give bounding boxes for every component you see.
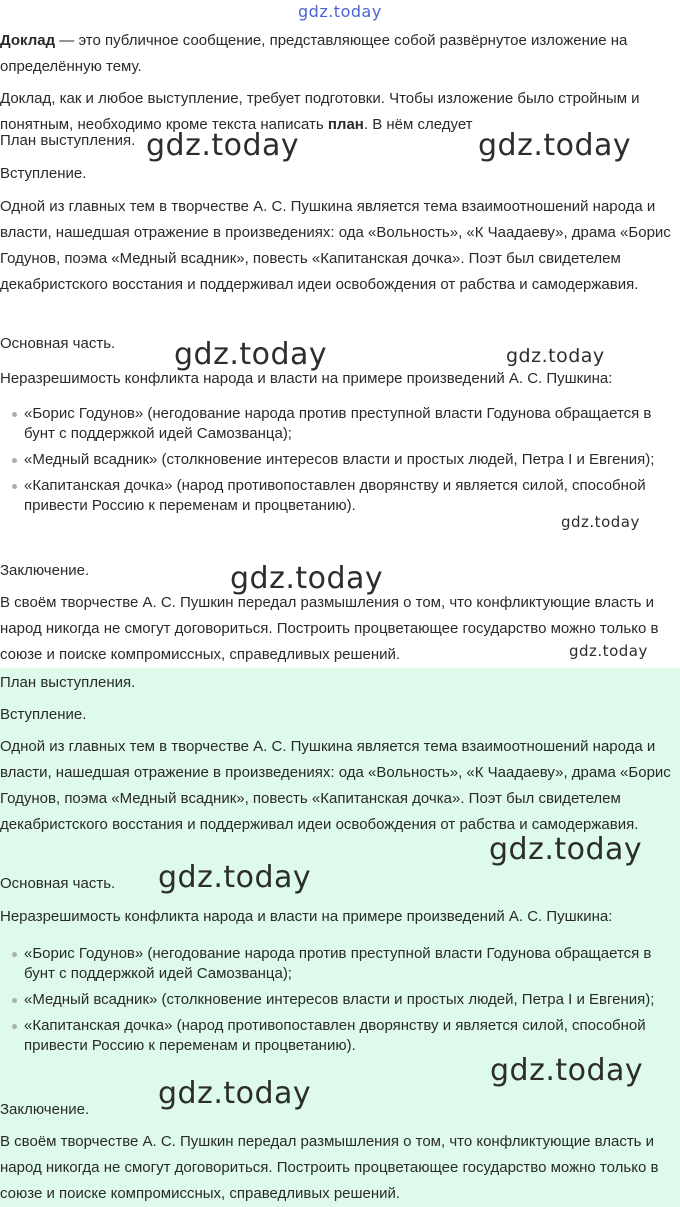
term-doklad: Доклад [0, 32, 56, 49]
highlighted-answer-section [0, 668, 680, 1207]
intro-text: Одной из главных тем в творчестве А. С. Пушкина является тема взаимоотношений народа и власти, нашедшая отражение в произведениях: ода «Вольность», «К Чаадаеву», драма «Борис Годунов, поэма «Медный всадник», повесть «Капитанская дочка». Поэт был свидетелем декабристского восстания и поддерживал идеи освобождения от рабства и самодержавия. [0, 198, 671, 293]
bullet-icon [12, 1024, 17, 1029]
bullet-icon [12, 412, 17, 417]
preparation-paragraph: Доклад, как и любое выступление, требует подготовки. Чтобы изложение было стройным и понятным, необходимо кроме текста написать план. В нём следует [0, 90, 640, 133]
bullet-icon [12, 952, 17, 957]
bullet-icon [12, 484, 17, 489]
conclusion-text: В своём творчестве А. С. Пушкин передал размышления о том, что конфликтующие власть и народ никогда не смогут договориться. Построить процветающее государство можно только в союзе и поиске компромиссных, справедливых решений. [0, 594, 659, 663]
works-list [0, 404, 660, 522]
watermark: gdz.today [478, 128, 632, 163]
definition-paragraph [0, 28, 676, 80]
main-text: Неразрешимость конфликта народа и власти на примере произведений А. С. Пушкина: [0, 908, 613, 925]
main-label: Основная часть. [0, 335, 116, 352]
plan-title: План выступления. [0, 674, 136, 691]
definition-text: — это публичное сообщение, представляющее собой развёрнутое изложение на определённую тему. [0, 32, 628, 75]
list-item: «Борис Годунов» (негодование народа против преступной власти Годунова обращается в бунт с поддержкой идей Самозванца); [0, 404, 660, 444]
watermark: gdz.today [158, 1076, 312, 1111]
intro-text: Одной из главных тем в творчестве А. С. Пушкина является тема взаимоотношений народа и власти, нашедшая отражение в произведениях: ода «Вольность», «К Чаадаеву», драма «Борис Годунов, поэма «Медный всадник», повесть «Капитанская дочка». Поэт был свидетелем декабристского восстания и поддерживал идеи освобождения от рабства и самодержавия. [0, 738, 671, 833]
list-item: «Борис Годунов» (негодование народа против преступной власти Годунова обращается в бунт с поддержкой идей Самозванца); [0, 944, 660, 984]
list-item: «Капитанская дочка» (народ противопоставлен дворянству и является силой, способной привести Россию к переменам и процветанию). [0, 476, 660, 516]
bullet-icon [12, 458, 17, 463]
list-item: «Капитанская дочка» (народ противопоставлен дворянству и является силой, способной привести Россию к переменам и процветанию). [0, 1016, 660, 1056]
watermark: gdz.today [506, 345, 605, 367]
watermark: gdz.today [158, 860, 312, 895]
watermark: gdz.today [490, 1053, 644, 1088]
watermark: gdz.today [569, 642, 648, 660]
intro-label: Вступление. [0, 165, 87, 182]
intro-label: Вступление. [0, 706, 87, 723]
preparation-clip [0, 86, 676, 133]
watermark: gdz.today [174, 337, 328, 372]
main-label: Основная часть. [0, 875, 116, 892]
list-item: «Медный всадник» (столкновение интересов власти и простых людей, Петра I и Евгения); [0, 450, 660, 470]
conclusion-label: Заключение. [0, 1101, 90, 1118]
works-list [0, 944, 660, 1062]
site-watermark: gdz.today [298, 2, 382, 21]
watermark: gdz.today [561, 513, 640, 531]
main-text: Неразрешимость конфликта народа и власти на примере произведений А. С. Пушкина: [0, 370, 613, 387]
watermark: gdz.today [489, 832, 643, 867]
bullet-icon [12, 998, 17, 1003]
list-item: «Медный всадник» (столкновение интересов власти и простых людей, Петра I и Евгения); [0, 990, 660, 1010]
watermark: gdz.today [230, 561, 384, 596]
watermark: gdz.today [146, 128, 300, 163]
conclusion-text: В своём творчестве А. С. Пушкин передал размышления о том, что конфликтующие власть и народ никогда не смогут договориться. Построить процветающее государство можно только в союзе и поиске компромиссных, справедливых решений. [0, 1133, 659, 1202]
conclusion-label: Заключение. [0, 562, 90, 579]
plan-title: План выступления. [0, 132, 136, 149]
